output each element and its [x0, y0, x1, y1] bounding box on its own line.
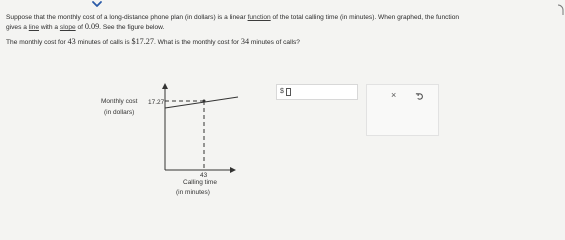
minutes-value: 43 — [67, 37, 76, 46]
problem-question: The monthly cost for 43 minutes of calls is $17.27. What is the monthly cost for 34 minutes of calls? — [6, 37, 300, 46]
function-line — [165, 97, 238, 108]
slope-value: 0.09 — [84, 22, 100, 31]
action-panel — [366, 84, 439, 136]
line-link[interactable]: line — [28, 24, 39, 31]
y-tick-label: 17.27 — [148, 99, 165, 106]
minutes2-value: 34 — [240, 37, 250, 46]
y-axis-label-2: (in dollars) — [104, 109, 135, 116]
y-axis-label-1: Monthly cost — [101, 98, 138, 105]
answer-box — [276, 84, 358, 100]
data-point — [203, 100, 206, 103]
undo-icon[interactable] — [415, 92, 424, 101]
function-link[interactable]: function — [247, 14, 271, 21]
problem-line-1: Suppose that the monthly cost of a long-distance phone plan (in dollars) is a linear function of the total calling time (in minutes). When graphed, the function — [6, 14, 460, 21]
x-axis-label-2: (in minutes) — [176, 189, 210, 196]
cost-value: $17.27 — [131, 37, 154, 46]
x-axis-label-1: Calling time — [183, 179, 217, 186]
clear-button[interactable]: × — [391, 90, 397, 100]
slope-link[interactable]: slope — [59, 24, 76, 31]
problem-line-2: gives a line with a slope of 0.09. See the figure below. — [6, 22, 165, 31]
dollar-sign: $ — [280, 88, 284, 95]
answer-input[interactable] — [286, 88, 291, 96]
x-tick-label: 43 — [200, 172, 208, 179]
